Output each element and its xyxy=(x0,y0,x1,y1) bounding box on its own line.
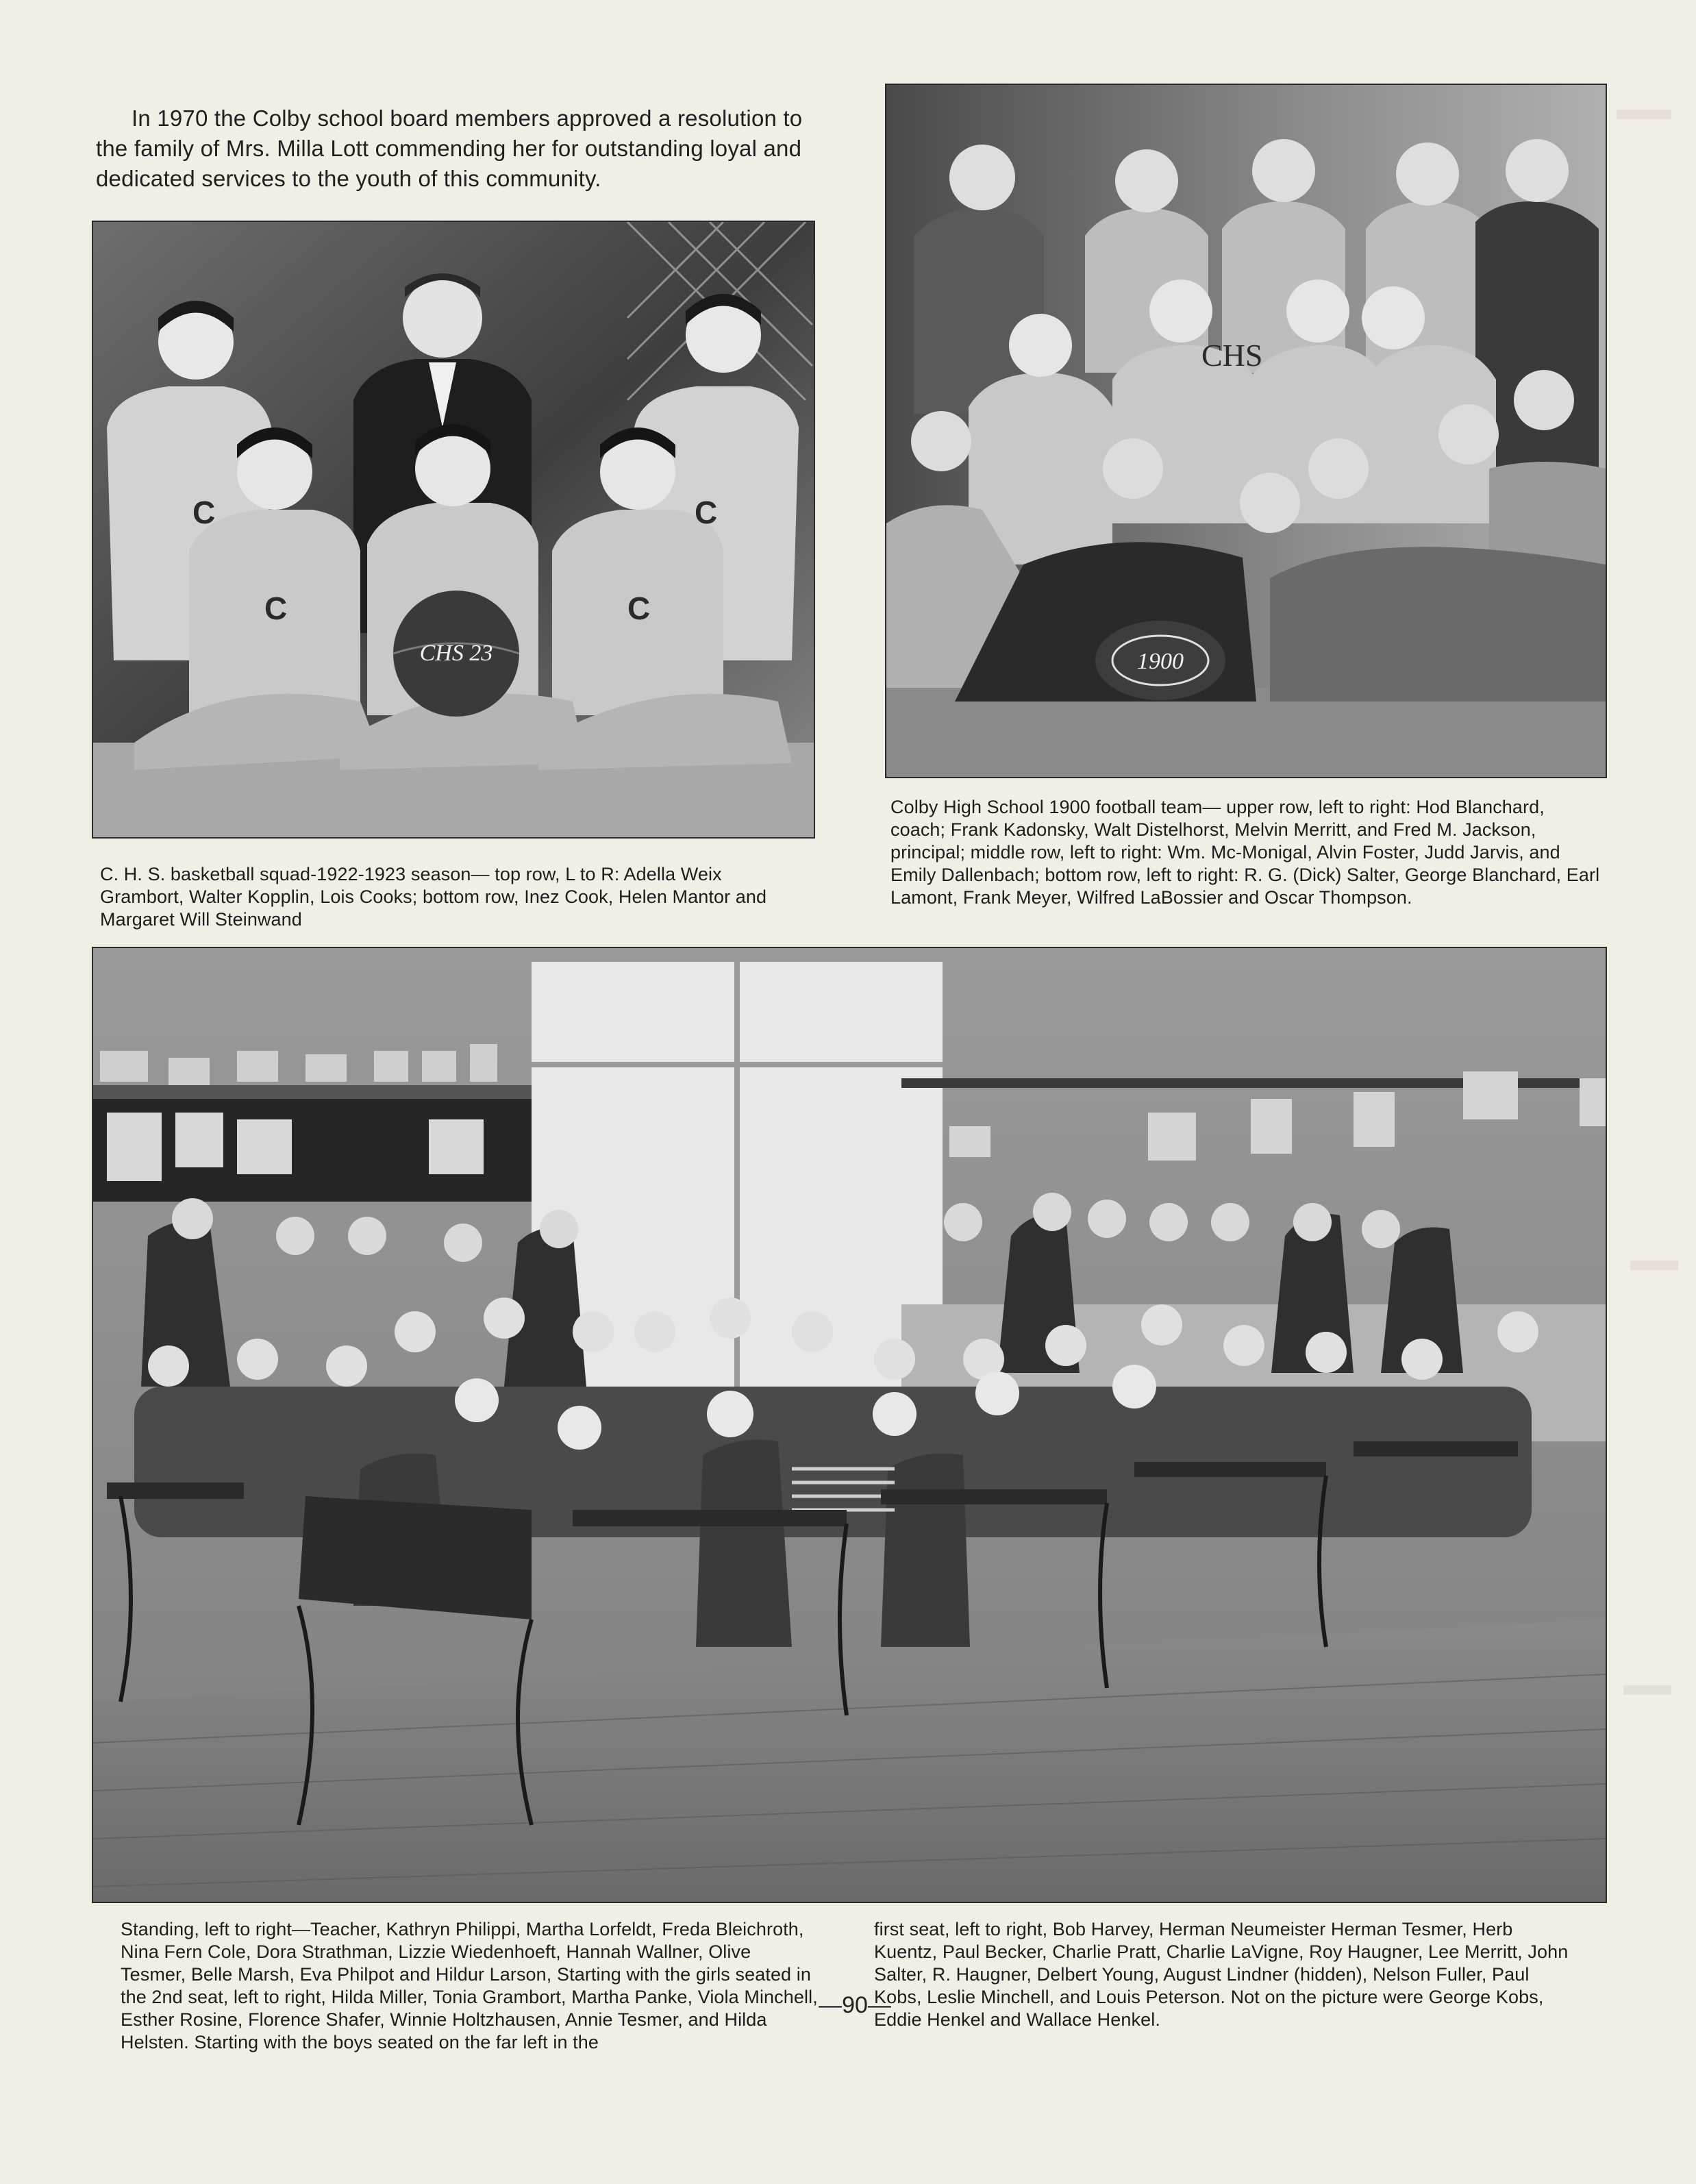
basketball-caption: C. H. S. basketball squad-1922-1923 season— top row, L to R: Adella Weix Grambort, Walter Kopplin, Lois Cooks; bottom row, Inez Cook, Helen Mantor and Margaret Will Steinwand xyxy=(100,864,767,930)
svg-text:C: C xyxy=(627,591,651,626)
svg-text:C: C xyxy=(264,591,288,626)
football-caption: Colby High School 1900 football team— upper row, left to right: Hod Blanchard, coach; Frank Kadonsky, Walt Distelhorst, Melvin Merritt, and Fred M. Jackson, principal; middle row, left to right: Wm. Mc-Monigal, Alvin Foster, Judd Jarvis, and Emily Dallenbach; bottom row, left to right: R. G. (Dick) Salter, George Blanchard, Earl Lamont, Frank Meyer, Wilfred LaBossier and Oscar Thompson. xyxy=(890,797,1600,908)
basketball-ball-text: CHS 23 xyxy=(419,641,493,666)
intro-paragraph: In 1970 the Colby school board members approved a resolution to the family of Mrs. Milla Lott commending her for outstanding loyal and dedicated services to the youth of this community. xyxy=(96,106,803,191)
bleed-through-mark xyxy=(1630,1261,1678,1270)
classroom-caption-right: first seat, left to right, Bob Harvey, Herman Neumeister Herman Tesmer, Herb Kuentz, Paul Becker, Charlie Pratt, Charlie LaVigne, Roy Haugner, Lee Merritt, John Salter, R. Haugner, Delbert Young, August Lindner (hidden), Nelson Fuller, Paul Kobs, Leslie Minchell, and Louis Peterson. Not on the picture were George Kobs, Eddie Henkel and Wallace Henkel. xyxy=(874,1919,1569,2030)
classroom-photo xyxy=(92,947,1607,1903)
bleed-through-mark xyxy=(1623,1685,1671,1695)
basketball-team-photo xyxy=(92,221,815,839)
football-jersey-text: CHS xyxy=(1201,338,1263,373)
football-ball-text: 1900 xyxy=(1137,649,1184,674)
classroom-caption-left: Standing, left to right—Teacher, Kathryn Philippi, Martha Lorfeldt, Freda Bleichroth, Nina Fern Cole, Dora Strathman, Lizzie Wiedenhoeft, Hannah Wallner, Olive Tesmer, Belle Marsh, Eva Philpot and Hildur Larson, Starting with the girls seated in the 2nd seat, left to right, Hilda Miller, Tonia Grambort, Martha Panke, Viola Minchell, Esther Rosine, Florence Shafer, Winnie Holtzhausen, Annie Tesmer, and Hilda Helsten. Starting with the boys seated on the far left in the xyxy=(121,1919,818,2052)
bleed-through-mark xyxy=(1617,110,1671,119)
svg-text:C: C xyxy=(695,495,718,530)
football-team-photo xyxy=(885,84,1607,778)
svg-text:C: C xyxy=(192,495,216,530)
page-number: —90— xyxy=(819,1992,891,2018)
